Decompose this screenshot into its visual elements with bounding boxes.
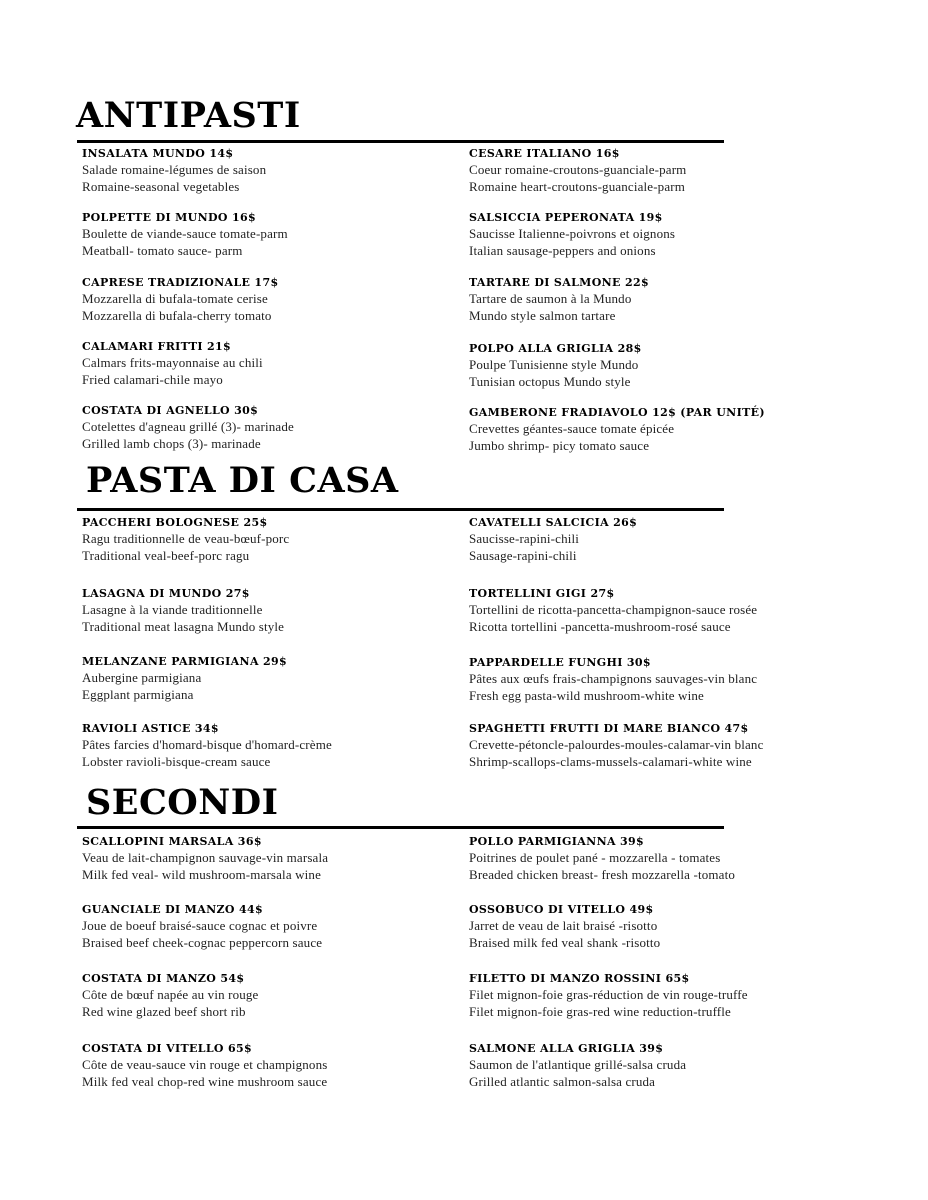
dish-description-fr: Saucisse-rapini-chili	[469, 531, 580, 546]
menu-item	[469, 515, 849, 564]
dish-description-fr: Côte de veau-sauce vin rouge et champignons	[82, 1057, 328, 1072]
menu-item	[469, 834, 849, 883]
dish-name: TARTARE DI SALMONE 22$	[469, 276, 649, 289]
menu-item	[469, 405, 849, 454]
dish-name: GUANCIALE DI MANZO 44$	[82, 903, 264, 916]
menu-item	[82, 146, 462, 195]
dish-description-fr: Côte de bœuf napée au vin rouge	[82, 987, 259, 1002]
section-divider	[77, 140, 724, 143]
dish-description-fr: Saucisse Italienne-poivrons et oignons	[469, 226, 676, 241]
dish-name: FILETTO DI MANZO ROSSINI 65$	[469, 972, 690, 985]
dish-description-fr: Cotelettes d'agneau grillé (3)- marinade	[82, 419, 294, 434]
dish-name: POLPETTE DI MUNDO 16$	[82, 211, 257, 224]
dish-description-en: Eggplant parmigiana	[82, 686, 194, 702]
dish-description-en: Romaine-seasonal vegetables	[82, 178, 240, 194]
menu-item	[82, 1041, 462, 1090]
dish-description-fr: Tartare de saumon à la Mundo	[469, 291, 632, 306]
dish-name: SALMONE ALLA GRIGLIA 39$	[469, 1042, 664, 1055]
menu-item	[82, 971, 462, 1020]
dish-name: LASAGNA DI MUNDO 27$	[82, 587, 250, 600]
dish-description-en: Mozzarella di bufala-cherry tomato	[82, 307, 272, 323]
section-divider	[77, 508, 724, 511]
dish-name: CAVATELLI SALCICIA 26$	[469, 516, 638, 529]
dish-description-en: Milk fed veal- wild mushroom-marsala wine	[82, 866, 322, 882]
dish-name: POLPO ALLA GRIGLIA 28$	[469, 342, 642, 355]
menu-item	[82, 210, 462, 259]
dish-description-fr: Tortellini de ricotta-pancetta-champignon-sauce rosée	[469, 602, 758, 617]
menu-item	[469, 146, 849, 195]
dish-name: COSTATA DI VITELLO 65$	[82, 1042, 253, 1055]
dish-name: CESARE ITALIANO 16$	[469, 147, 620, 160]
dish-name: POLLO PARMIGIANNA 39$	[469, 835, 645, 848]
menu-item	[82, 902, 462, 951]
dish-description-fr: Boulette de viande-sauce tomate-parm	[82, 226, 288, 241]
dish-name: MELANZANE PARMIGIANA 29$	[82, 655, 288, 668]
menu-item	[82, 275, 462, 324]
dish-description-fr: Filet mignon-foie gras-réduction de vin rouge-truffe	[469, 987, 748, 1002]
dish-description-fr: Calmars frits-mayonnaise au chili	[82, 355, 263, 370]
dish-description-en: Romaine heart-croutons-guanciale-parm	[469, 178, 685, 194]
dish-description-en: Grilled atlantic salmon-salsa cruda	[469, 1073, 656, 1089]
dish-description-fr: Jarret de veau de lait braisé -risotto	[469, 918, 658, 933]
dish-description-en: Italian sausage-peppers and onions	[469, 242, 656, 258]
menu-item	[469, 210, 849, 259]
dish-name: SCALLOPINI MARSALA 36$	[82, 835, 262, 848]
menu-item	[82, 403, 462, 452]
dish-name: PAPPARDELLE FUNGHI 30$	[469, 656, 651, 669]
menu-item	[469, 341, 849, 390]
dish-name: SPAGHETTI FRUTTI DI MARE BIANCO 47$	[469, 722, 749, 735]
dish-name: TORTELLINI GIGI 27$	[469, 587, 615, 600]
menu-item	[469, 655, 849, 704]
dish-description-en: Meatball- tomato sauce- parm	[82, 242, 243, 258]
dish-description-en: Red wine glazed beef short rib	[82, 1003, 246, 1019]
dish-description-en: Milk fed veal chop-red wine mushroom sauce	[82, 1073, 328, 1089]
dish-name: INSALATA MUNDO 14$	[82, 147, 234, 160]
section-title-secondi: SECONDI	[86, 782, 279, 823]
dish-name: COSTATA DI MANZO 54$	[82, 972, 245, 985]
dish-description-fr: Coeur romaine-croutons-guanciale-parm	[469, 162, 687, 177]
dish-description-en: Breaded chicken breast- fresh mozzarella -tomato	[469, 866, 735, 882]
dish-description-fr: Saumon de l'atlantique grillé-salsa cruda	[469, 1057, 687, 1072]
dish-description-en: Braised beef cheek-cognac peppercorn sauce	[82, 934, 323, 950]
menu-item	[469, 586, 849, 635]
dish-description-en: Sausage-rapini-chili	[469, 547, 577, 563]
menu-item	[82, 834, 462, 883]
dish-description-en: Lobster ravioli-bisque-cream sauce	[82, 753, 271, 769]
menu-item	[82, 339, 462, 388]
menu-item	[82, 654, 462, 703]
dish-description-fr: Crevette-pétoncle-palourdes-moules-calamar-vin blanc	[469, 737, 764, 752]
dish-description-fr: Aubergine parmigiana	[82, 670, 202, 685]
dish-description-fr: Crevettes géantes-sauce tomate épicée	[469, 421, 675, 436]
dish-description-fr: Poitrines de poulet pané - mozzarella - tomates	[469, 850, 721, 865]
dish-description-fr: Pâtes farcies d'homard-bisque d'homard-crème	[82, 737, 332, 752]
menu-item	[82, 586, 462, 635]
section-title-antipasti: ANTIPASTI	[76, 95, 301, 136]
dish-description-en: Braised milk fed veal shank -risotto	[469, 934, 661, 950]
dish-description-fr: Veau de lait-champignon sauvage-vin marsala	[82, 850, 329, 865]
dish-description-en: Grilled lamb chops (3)- marinade	[82, 435, 261, 451]
dish-description-fr: Joue de boeuf braisé-sauce cognac et poivre	[82, 918, 318, 933]
dish-description-en: Traditional meat lasagna Mundo style	[82, 618, 285, 634]
menu-item	[82, 515, 462, 564]
section-divider	[77, 826, 724, 829]
dish-name: CALAMARI FRITTI 21$	[82, 340, 232, 353]
menu-item	[82, 721, 462, 770]
menu-item	[469, 275, 849, 324]
dish-name: OSSOBUCO DI VITELLO 49$	[469, 903, 654, 916]
dish-description-fr: Lasagne à la viande traditionnelle	[82, 602, 263, 617]
dish-name: CAPRESE TRADIZIONALE 17$	[82, 276, 279, 289]
menu-item	[469, 721, 849, 770]
dish-name: PACCHERI BOLOGNESE 25$	[82, 516, 268, 529]
dish-description-fr: Mozzarella di bufala-tomate cerise	[82, 291, 268, 306]
dish-description-fr: Poulpe Tunisienne style Mundo	[469, 357, 639, 372]
menu-item	[469, 902, 849, 951]
section-title-pasta-di-casa: PASTA DI CASA	[86, 460, 399, 501]
dish-description-en: Mundo style salmon tartare	[469, 307, 616, 323]
dish-description-fr: Pâtes aux œufs frais-champignons sauvages-vin blanc	[469, 671, 758, 686]
dish-description-en: Tunisian octopus Mundo style	[469, 373, 631, 389]
dish-description-en: Filet mignon-foie gras-red wine reduction-truffle	[469, 1003, 731, 1019]
dish-name: SALSICCIA PEPERONATA 19$	[469, 211, 663, 224]
dish-name: GAMBERONE FRADIAVOLO 12$ (PAR UNITÉ)	[469, 406, 765, 419]
dish-description-en: Shrimp-scallops-clams-mussels-calamari-white wine	[469, 753, 752, 769]
dish-name: RAVIOLI ASTICE 34$	[82, 722, 219, 735]
menu-item	[469, 1041, 849, 1090]
dish-description-en: Jumbo shrimp- picy tomato sauce	[469, 437, 650, 453]
dish-description-en: Ricotta tortellini -pancetta-mushroom-rosé sauce	[469, 618, 731, 634]
dish-description-en: Fresh egg pasta-wild mushroom-white wine	[469, 687, 704, 703]
dish-description-en: Fried calamari-chile mayo	[82, 371, 223, 387]
dish-description-en: Traditional veal-beef-porc ragu	[82, 547, 250, 563]
dish-description-fr: Salade romaine-légumes de saison	[82, 162, 267, 177]
dish-name: COSTATA DI AGNELLO 30$	[82, 404, 259, 417]
dish-description-fr: Ragu traditionnelle de veau-bœuf-porc	[82, 531, 290, 546]
menu-item	[469, 971, 849, 1020]
